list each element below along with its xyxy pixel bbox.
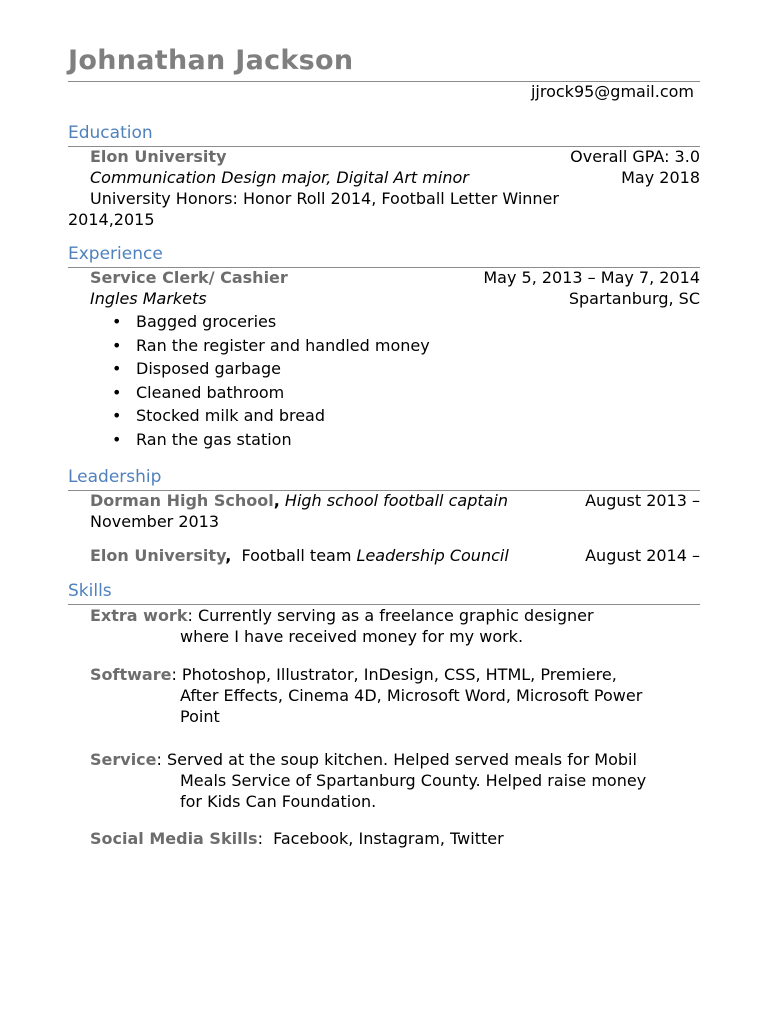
skill-label: Service: [90, 750, 157, 769]
skill-label: Extra work: [90, 606, 188, 625]
skill-extra-work: [90, 605, 690, 647]
experience-heading: Experience: [68, 244, 163, 264]
leadership-org-2: Elon University: [90, 546, 226, 565]
leadership-date-end-1: November 2013: [90, 512, 220, 531]
list-item: • Disposed garbage: [108, 357, 430, 381]
leadership-org-1: Dorman High School: [90, 491, 274, 510]
duties-list: [108, 310, 430, 451]
list-item: • Ran the gas station: [108, 428, 430, 452]
leadership-role-2: [90, 546, 509, 565]
skill-social-media: [90, 828, 690, 849]
skill-label: Software: [90, 665, 172, 684]
leadership-date-start-1: August 2013 –: [585, 491, 700, 510]
list-item: • Stocked milk and bread: [108, 404, 430, 428]
skill-text-cont: Point: [180, 707, 220, 726]
email-address[interactable]: jjrock95@gmail.com: [530, 82, 694, 101]
candidate-name: Johnathan Jackson: [68, 45, 354, 76]
skill-text: : Photoshop, Illustrator, InDesign, CSS, HTML, Premiere,: [171, 665, 617, 684]
skill-text: : Served at the soup kitchen. Helped served meals for Mobil: [156, 750, 637, 769]
leadership-role-prefix-2: Football team: [241, 546, 352, 565]
leadership-heading: Leadership: [68, 467, 162, 487]
graduation-date: May 2018: [621, 168, 700, 187]
leadership-position-1: High school football captain: [284, 491, 509, 510]
list-item: • Bagged groceries: [108, 310, 430, 334]
leadership-entry-2: [68, 546, 700, 568]
education-major-line: [68, 168, 700, 190]
job-location: Spartanburg, SC: [568, 289, 700, 308]
leadership-position-2: Leadership Council: [356, 546, 509, 565]
skill-text-cont: for Kids Can Foundation.: [180, 792, 377, 811]
honors-line-2: [68, 210, 700, 232]
skill-software: [90, 664, 690, 727]
leadership-date-start-2: August 2014 –: [585, 546, 700, 565]
education-school-line: [68, 147, 700, 169]
company-name: Ingles Markets: [90, 289, 207, 308]
separator: ,: [225, 546, 232, 565]
separator: ,: [273, 491, 280, 510]
skill-label: Social Media Skills: [90, 829, 258, 848]
skill-text-cont: Meals Service of Spartanburg County. Helped raise money: [180, 771, 647, 790]
honors-line-1: [68, 189, 700, 211]
major: Communication Design major, Digital Art minor: [90, 168, 469, 187]
honors-text-cont: 2014,2015: [68, 210, 155, 229]
education-heading: Education: [68, 123, 153, 143]
list-item: • Ran the register and handled money: [108, 334, 430, 358]
skills-heading: Skills: [68, 581, 112, 601]
list-item: • Cleaned bathroom: [108, 381, 430, 405]
job-title-line: [68, 268, 700, 290]
skill-text-cont: where I have received money for my work.: [180, 627, 524, 646]
job-title: Service Clerk/ Cashier: [90, 268, 288, 287]
honors-text: University Honors: Honor Roll 2014, Football Letter Winner: [90, 189, 559, 208]
leadership-entry-1: [68, 491, 700, 513]
skill-text-cont: After Effects, Cinema 4D, Microsoft Word, Microsoft Power: [180, 686, 643, 705]
gpa: Overall GPA: 3.0: [570, 147, 700, 166]
leadership-role-1: [90, 491, 508, 510]
skill-service: [90, 749, 690, 812]
job-company-line: [68, 289, 700, 311]
school-name: Elon University: [90, 147, 227, 166]
leadership-entry-1-cont: [68, 512, 700, 534]
job-dates: May 5, 2013 – May 7, 2014: [483, 268, 700, 287]
skill-text: : Facebook, Instagram, Twitter: [257, 829, 504, 848]
skill-text: : Currently serving as a freelance graphic designer: [187, 606, 594, 625]
